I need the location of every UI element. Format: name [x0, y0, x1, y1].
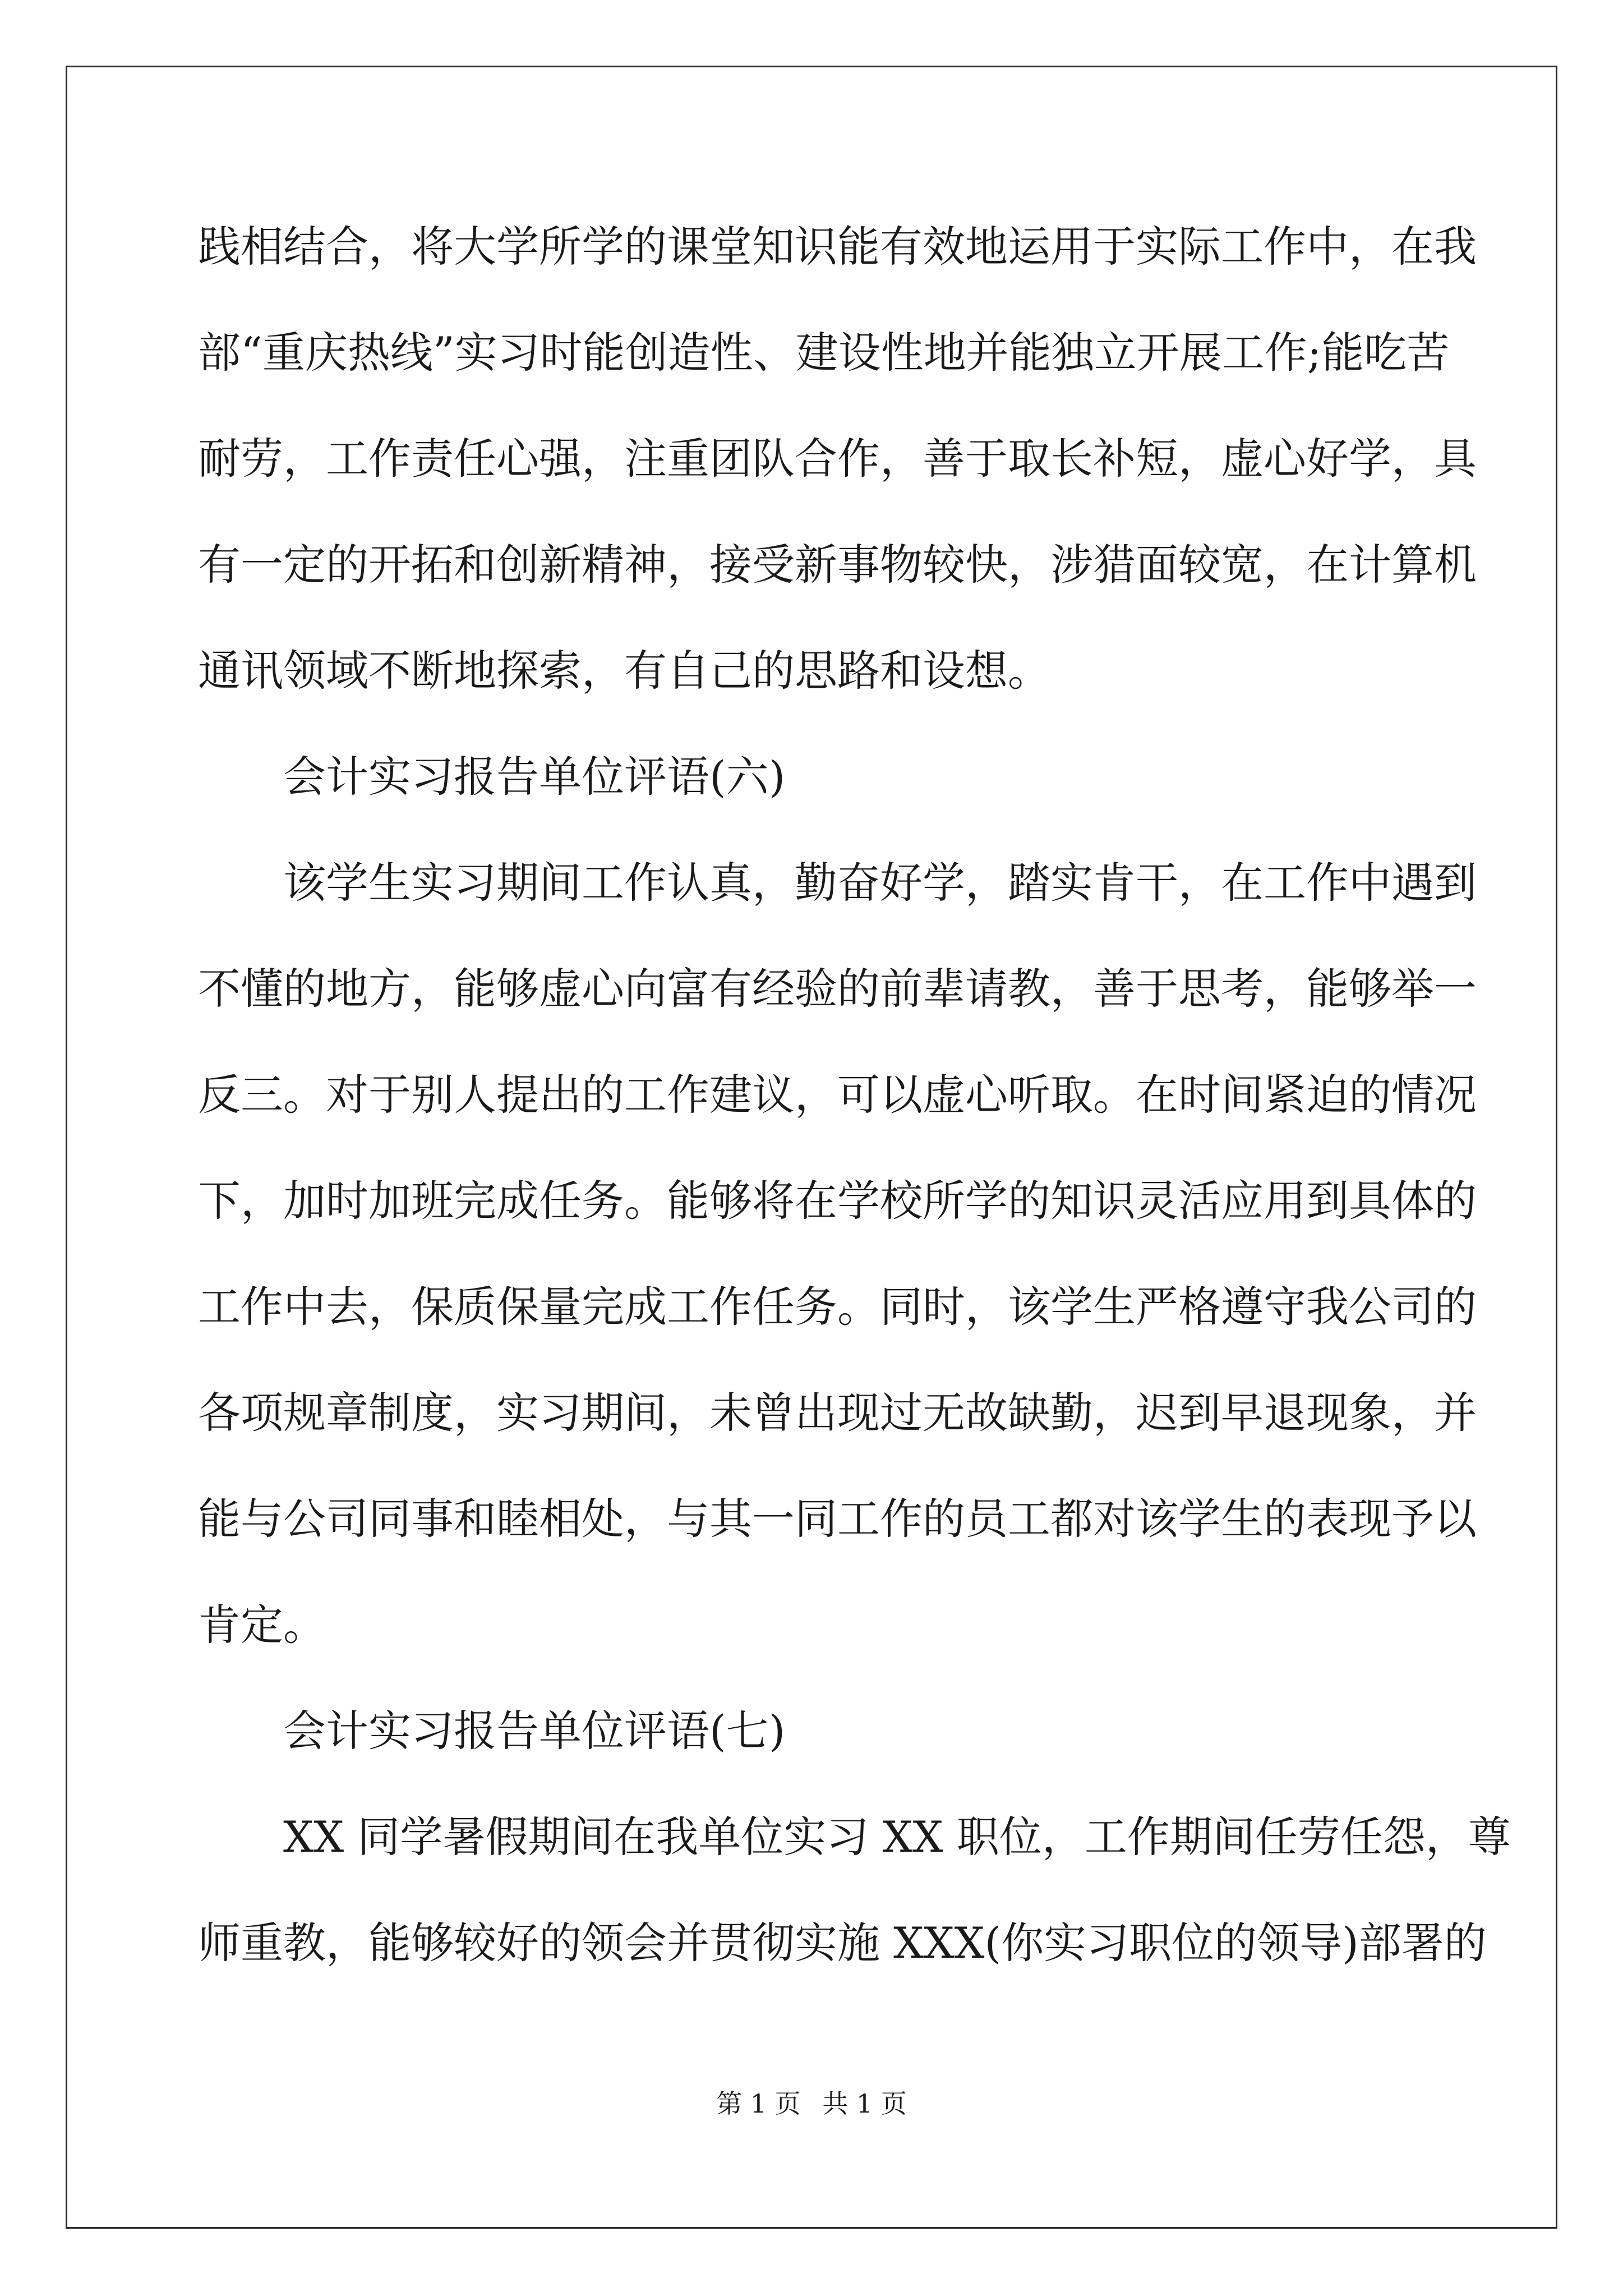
- text-line: 通讯领域不断地探索，有自己的思路和设想。: [198, 646, 1050, 696]
- page-number: 第 1 页: [716, 2088, 801, 2119]
- text-line: 下，加时加班完成任务。能够将在学校所学的知识灵活应用到具体的: [198, 1176, 1477, 1226]
- text-line: 肯定。: [198, 1600, 326, 1650]
- text-line: XX 同学暑假期间在我单位实习 XX 职位，工作期间任劳任怨，尊: [283, 1812, 1511, 1862]
- text-line: 能与公司同事和睦相处，与其一同工作的员工都对该学生的表现予以: [198, 1494, 1477, 1544]
- document-body: [198, 210, 1511, 2013]
- text-line: 各项规章制度，实习期间，未曾出现过无故缺勤，迟到早退现象，并: [198, 1388, 1477, 1438]
- paragraph: [198, 210, 1477, 740]
- text-line: 部“重庆热线”实习时能创造性、建设性地并能独立开展工作;能吃苦: [198, 328, 1450, 378]
- paragraph: [198, 846, 1477, 1695]
- page-footer: [0, 2087, 1623, 2120]
- text-line: 师重教，能够较好的领会并贯彻实施 XXX(你实习职位的领导)部署的: [198, 1918, 1487, 1968]
- text-line: 不懂的地方，能够虚心向富有经验的前辈请教，善于思考，能够举一: [198, 964, 1477, 1014]
- page-total: 共 1 页: [822, 2088, 907, 2119]
- section-heading: 会计实习报告单位评语(六): [283, 752, 786, 802]
- section-heading: 会计实习报告单位评语(七): [283, 1706, 786, 1756]
- text-line: 践相结合，将大学所学的课堂知识能有效地运用于实际工作中，在我: [198, 222, 1477, 272]
- text-line: 耐劳，工作责任心强，注重团队合作，善于取长补短，虚心好学，具: [198, 434, 1477, 484]
- paragraph: [198, 1801, 1511, 2013]
- text-line: 该学生实习期间工作认真，勤奋好学，踏实肯干，在工作中遇到: [283, 858, 1477, 908]
- text-line: 有一定的开拓和创新精神，接受新事物较快，涉猎面较宽，在计算机: [198, 540, 1477, 590]
- text-line: 工作中去，保质保量完成工作任务。同时，该学生严格遵守我公司的: [198, 1282, 1477, 1332]
- text-line: 反三。对于别人提出的工作建议，可以虚心听取。在时间紧迫的情况: [198, 1070, 1477, 1120]
